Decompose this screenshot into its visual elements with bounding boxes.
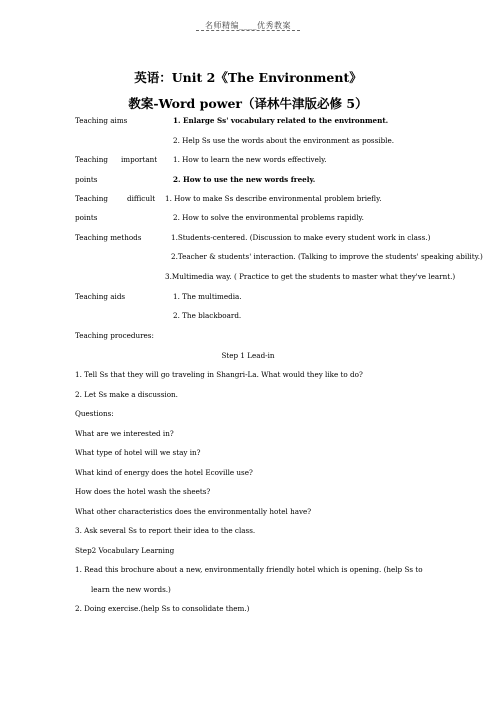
step2-title: Step2 Vocabulary Learning [75,546,175,555]
procedures-heading: Teaching procedures: [75,331,154,340]
step2-line: learn the new words.) [91,585,171,594]
step2-line: 1. Read this brochure about a new, environmentally friendly hotel which is opening. (help Ss to [75,565,423,574]
page-header [0,20,496,31]
methods-item-1: 1.Students-centered. (Discussion to make every student work in class.) [171,233,431,242]
difficult-label-c: points [75,213,98,222]
step2-line: 2. Doing exercise.(help Ss to consolidate them.) [75,604,250,613]
important-item-1: 1. How to learn the new words effectively. [173,155,327,164]
step1-line: What type of hotel will we stay in? [75,448,201,457]
step1-line: What are we interested in? [75,429,174,438]
methods-item-3: 3.Multimedia way. ( Practice to get the students to master what they've learnt.) [165,272,456,281]
step1-line: What other characteristics does the environmentally hotel have? [75,507,312,516]
important-label-b: important [121,155,158,164]
difficult-item-1: 1. How to make Ss describe environmental problem briefly. [165,194,382,203]
step1-line: 1. Tell Ss that they will go traveling in Shangri-La. What would they like to do? [75,370,363,379]
title-line-2: 教案-Word power（译林牛津版必修 5） [128,96,368,111]
important-label-c: points [75,175,98,184]
aims-item-1: 1. Enlarge Ss' vocabulary related to the environment. [173,116,389,125]
step1-line: Questions: [75,409,114,418]
methods-label: Teaching methods [75,233,142,242]
aims-item-2: 2. Help Ss use the words about the environment as possible. [173,136,395,145]
aids-label: Teaching aids [75,292,126,301]
aids-item-1: 1. The multimedia. [173,292,242,301]
step1-line: 3. Ask several Ss to report their idea to the class. [75,526,256,535]
step1-line: How does the hotel wash the sheets? [75,487,211,496]
step1-line: What kind of energy does the hotel Ecoville use? [75,468,253,477]
methods-item-2: 2.Teacher & students' interaction. (Talking to improve the students' speaking ability.) [171,252,483,261]
step1-title: Step 1 Lead-in [221,351,275,360]
step1-line: 2. Let Ss make a discussion. [75,390,178,399]
header-underline [196,30,300,31]
title-line-1: 英语：Unit 2《The Environment》 [134,70,362,85]
important-label-a: Teaching [75,155,108,164]
difficult-label-a: Teaching [75,194,108,203]
aids-item-2: 2. The blackboard. [173,311,242,320]
header-text: 名师精编____优秀教案 [205,21,291,30]
aims-label: Teaching aims [75,116,128,125]
difficult-item-2: 2. How to solve the environmental problems rapidly. [173,213,364,222]
important-item-2: 2. How to use the new words freely. [173,175,316,184]
difficult-label-b: difficult [127,194,156,203]
